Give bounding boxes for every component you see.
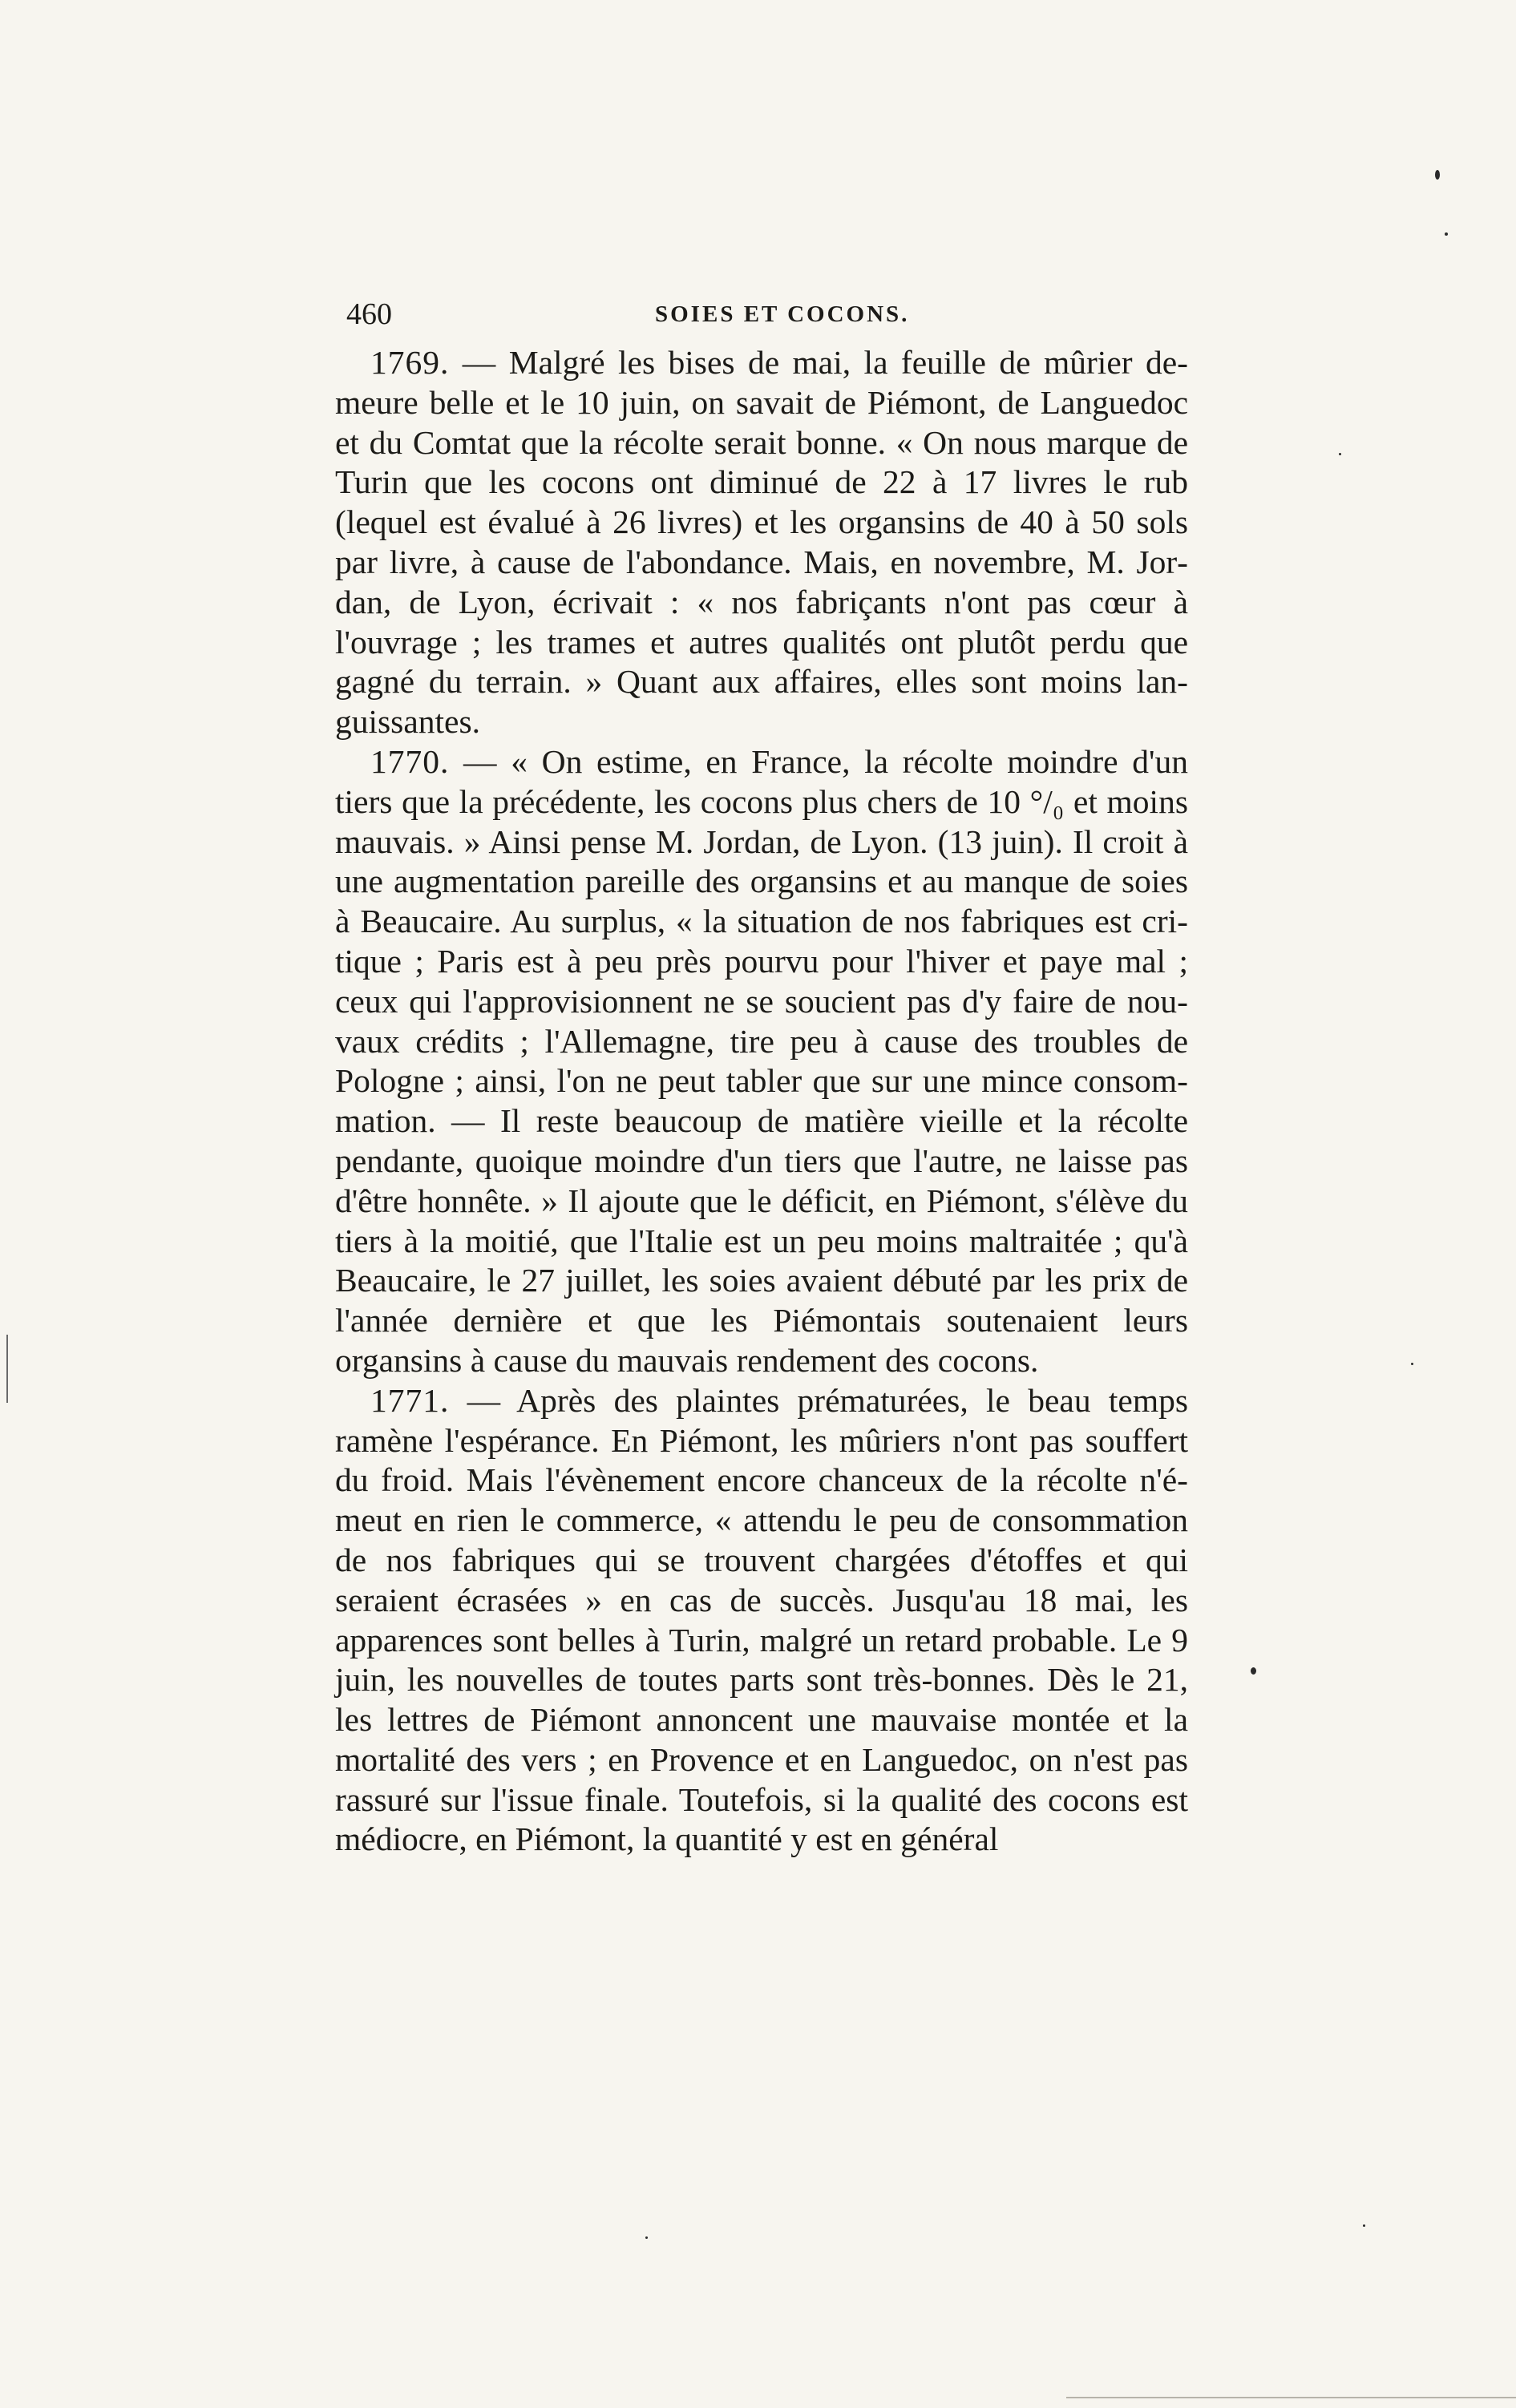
scan-speck xyxy=(1339,453,1341,455)
paragraph-1771 xyxy=(335,1381,1188,1861)
running-head xyxy=(346,297,1148,337)
paragraph-text: — « On estime, en France, la récolte moindre d'un tiers que la précédente, les cocons plus chers de 10 °/₀ et moins mauvais. » Ainsi pense M. Jordan, de Lyon. (13 juin). Il croit à une augmentation pareille des organsins et au manque de soies à Beaucaire. Au surplus, « la situation de nos fabriques est critique ; Paris est à peu près pourvu pour l'hiver et paye mal ; ceux qui l'approvisionnent ne se soucient pas d'y faire de nouvaux crédits ; l'Allemagne, tire peu à cause des troubles de Pologne ; ainsi, l'on ne peut tabler que sur une mince consommation. — Il reste beaucoup de matière vieille et la récolte pendante, quoique moindre d'un tiers que l'autre, ne laisse pas d'être honnête. » Il ajoute que le déficit, en Piémont, s'élève du tiers à la moitié, que l'Italie est un peu moins maltraitée ; qu'à Beaucaire, le 27 juillet, les soies avaient débuté par les prix de l'année dernière et que les Piémontais soutenaient leurs organsins à cause du mauvais rendement des cocons. xyxy=(335,742,1188,1379)
scan-speck xyxy=(1435,170,1440,180)
scan-bottom-edge xyxy=(1066,2397,1516,2398)
scan-speck xyxy=(1445,232,1448,236)
paragraph-text: — Malgré les bises de mai, la feuille de mûrier demeure belle et le 10 juin, on savait de Piémont, de Languedoc et du Comtat que la récolte serait bonne. « On nous marque de Turin que les cocons ont diminué de 22 à 17 livres le rub (lequel est évalué à 26 livres) et les organsins de 40 à 50 sols par livre, à cause de l'abondance. Mais, en novembre, M. Jordan, de Lyon, écrivait : « nos fabriçants n'ont pas cœur à l'ouvrage ; les trames et autres qualités ont plutôt perdu que gagné du terrain. » Quant aux affaires, elles sont moins languissantes. xyxy=(335,344,1188,741)
paragraph-text: — Après des plaintes prématurées, le beau temps ramène l'espérance. En Piémont, les mûriers n'ont pas souffert du froid. Mais l'évènement encore chanceux de la récolte n'émeut en rien le commerce, « attendu le peu de consommation de nos fabriques qui se trouvent chargées d'étoffes et qui seraient écrasées » en cas de succès. Jusqu'au 18 mai, les apparences sont belles à Turin, malgré un retard probable. Le 9 juin, les nouvelles de toutes parts sont très-bonnes. Dès le 21, les lettres de Piémont annoncent une mauvaise montée et la mortalité des vers ; en Provence et en Languedoc, on n'est pas rassuré sur l'issue finale. Toutefois, si la qualité des cocons est médiocre, en Piémont, la quantité y est en général xyxy=(335,1381,1188,1858)
paragraph-1769 xyxy=(335,343,1188,742)
body-text xyxy=(335,343,1188,1860)
page-number: 460 xyxy=(346,297,392,331)
year-label: 1769. xyxy=(370,344,450,381)
scan-edge-line xyxy=(6,1335,8,1403)
scan-speck xyxy=(1411,1363,1413,1365)
scan-speck xyxy=(1251,1667,1256,1675)
year-label: 1770. xyxy=(370,742,450,780)
running-title: SOIES ET COCONS. xyxy=(655,301,910,327)
scan-speck xyxy=(1363,2224,1365,2227)
paragraph-1770 xyxy=(335,742,1188,1381)
scan-speck xyxy=(645,2236,648,2239)
year-label: 1771. xyxy=(370,1381,450,1419)
